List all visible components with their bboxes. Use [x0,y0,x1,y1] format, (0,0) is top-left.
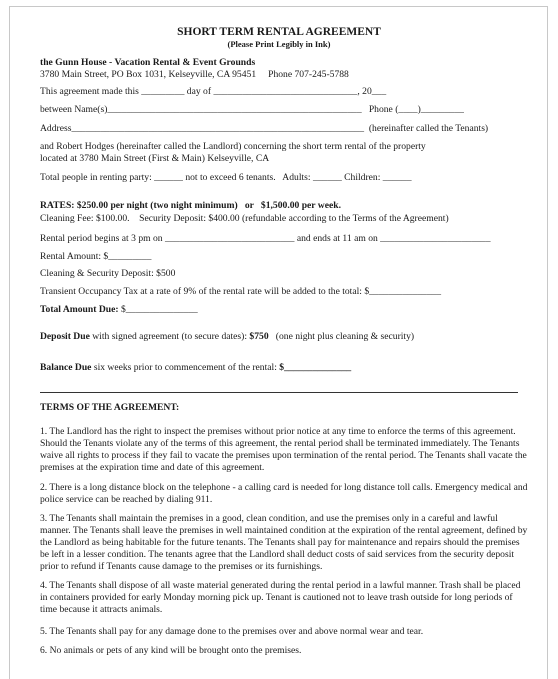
rental-period-field[interactable]: Rental period begins at 3 pm on ___________________________ and ends at 11 am on _______________________ [40,233,491,244]
document-subtitle: (Please Print Legibly in Ink) [227,39,331,49]
deposit-amount: $750 [249,331,269,342]
deposit-text: with signed agreement (to secure dates): [89,331,250,342]
landlord-clause-line1: and Robert Hodges (hereinafter called the Landlord) concerning the short term rental of the property [40,141,426,152]
deposit-label: Deposit Due [40,331,90,342]
rates-line: RATES: $250.00 per night (two night minimum) or $1,500.00 per week. [40,200,341,211]
document-title: SHORT TERM RENTAL AGREEMENT [177,26,381,38]
deposit-line [40,331,414,342]
total-people-field[interactable]: Total people in renting party: ______ not to exceed 6 tenants. Adults: ______ Children: ______ [40,172,412,183]
total-amount-blank[interactable]: $_______________ [118,304,198,315]
deposit-note: (one night plus cleaning & security) [268,331,415,342]
total-amount-label: Total Amount Due: [40,304,119,315]
landlord-name: the Gunn House - Vacation Rental & Event Grounds [40,57,256,68]
balance-blank[interactable]: $______________ [279,362,352,373]
transient-tax-field[interactable]: Transient Occupancy Tax at a rate of 9% of the rental rate will be added to the total: $_______________ [40,286,442,297]
cleaning-fee-line: Cleaning Fee: $100.00. Security Deposit: $400.00 (refundable according to the Terms of the Agreement) [40,213,449,224]
landlord-clause-line2: located at 3780 Main Street (First & Main) Kelseyville, CA [40,153,270,164]
cleaning-security-line: Cleaning & Security Deposit: $500 [40,268,176,279]
balance-label: Balance Due [40,362,92,373]
term-item-6: 6. No animals or pets of any kind will be brought onto the premises. [40,645,302,656]
term-item-1: 1. The Landlord has the right to inspect the premises without prior notice at any time to enforce the terms of this agreement. Should the Tenants violate any of the terms of this agreement, the rental period shall be terminated immediately. The Tenants waive all rights to process if they fail to vacate the premises upon termination of the rental period. The Tenants shall vacate the premises at the expiration time and date of this agreement. [40,426,527,473]
tenant-address-field[interactable]: Address_____________________________________________________________ (hereinafter called the Tenants) [40,123,489,134]
terms-heading: TERMS OF THE AGREEMENT: [40,402,180,413]
landlord-address: 3780 Main Street, PO Box 1031, Kelseyville, CA 95451 Phone 707-245-5788 [40,69,349,80]
total-amount-field[interactable] [40,304,198,315]
term-item-2: 2. There is a long distance block on the telephone - a calling card is needed for long distance toll calls. Emergency medical and police service can be reached by dialing 911. [40,482,528,505]
term-item-5: 5. The Tenants shall pay for any damage done to the premises over and above normal wear and tear. [40,626,424,637]
agreement-date-field[interactable]: This agreement made this _________ day of ______________________________, 20___ [40,86,387,97]
term-item-3: 3. The Tenants shall maintain the premises in a good, clean condition, and use the premises only in a careful and lawful manner. The Tenants shall leave the premises in well maintained condition at the expiration of the rental agreement, defined by the Landlord as being habitable for the future tenants. The Tenants shall pay for maintenance and repairs should the premises be left in a lesser condition. The tenants agree that the Landlord shall deduct costs of said services from the security deposit prior to refund if Tenants cause damage to the premises or its furnishings. [40,513,528,572]
tenant-names-field[interactable]: between Name(s)_____________________________________________________ Phone (____)_________ [40,104,464,115]
term-item-4: 4. The Tenants shall dispose of all waste material generated during the rental period in a lawful manner. Trash shall be placed in containers provided for early Monday morning pick up. Tenant is cautioned not to leave trash outside for long periods of time because it attracts animals. [40,580,521,615]
rental-amount-field[interactable]: Rental Amount: $_________ [40,251,152,262]
balance-text: six weeks prior to commencement of the rental: [91,362,280,373]
section-divider [40,392,518,393]
balance-line[interactable] [40,362,351,373]
